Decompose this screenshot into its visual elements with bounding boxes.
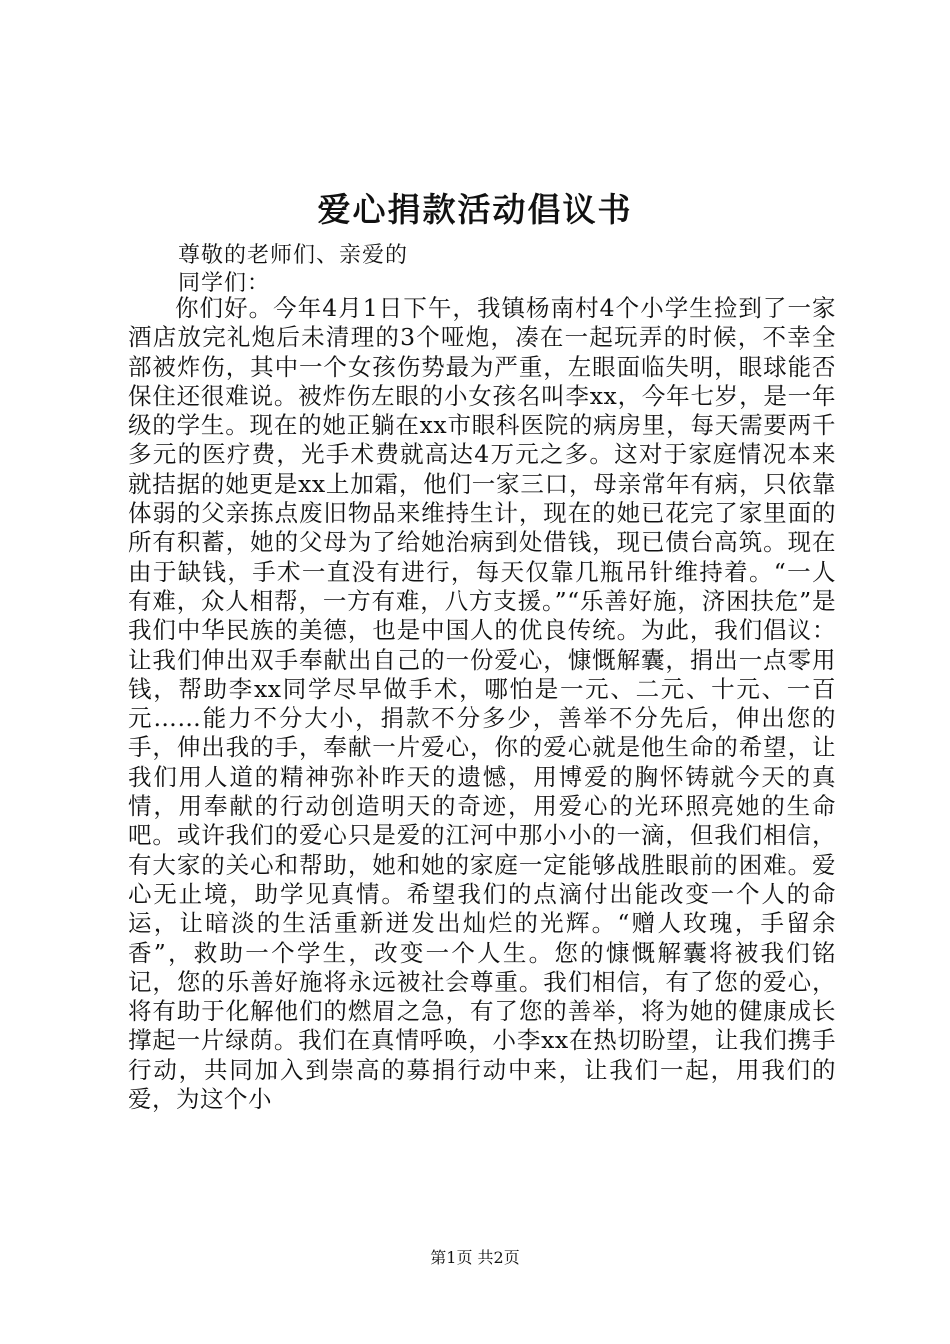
body-paragraph: 你们好。今年4月1日下午，我镇杨南村4个小学生捡到了一家酒店放完礼炮后未清理的3个哑炮，凑在一起玩弄的时候，不幸全部被炸伤，其中一个女孩伤势最为严重，左眼面临失明，眼球能否保住还很难说。被炸伤左眼的小女孩名叫李xx，今年七岁，是一年级的学生。现在的她正躺在xx市眼科医院的病房里，每天需要两千多元的医疗费，光手术费就高达4万元之多。这对于家庭情况本来就拮据的她更是xx上加霜，他们一家三口，母亲常年有病，只依靠体弱的父亲拣点废旧物品来维持生计，现在的她已花完了家里面的所有积蓄，她的父母为了给她治病到处借钱，现已债台高筑。现在由于缺钱，手术一直没有进行，每天仅靠几瓶吊针维持着。“一人有难，众人相帮，一方有难，八方支援。”“乐善好施，济困扶危”是我们中华民族的美德，也是中国人的优良传统。为此，我们倡议：让我们伸出双手奉献出自己的一份爱心，慷慨解囊，捐出一点零用钱，帮助李xx同学尽早做手术，哪怕是一元、二元、十元、一百元……能力不分大小，捐款不分多少，善举不分先后，伸出您的手，伸出我的手，奉献一片爱心，你的爱心就是他生命的希望，让我们用人道的精神弥补昨天的遗憾，用博爱的胸怀铸就今天的真情，用奉献的行动创造明天的奇迹，用爱心的光环照亮她的生命吧。或许我们的爱心只是爱的江河中那小小的一滴，但我们相信，有大家的关心和帮助，她和她的家庭一定能够战胜眼前的困难。爱心无止境，助学见真情。希望我们的点滴付出能改变一个人的命运，让暗淡的生活重新迸发出灿烂的光辉。“赠人玫瑰，手留余香”，救助一个学生，改变一个人生。您的慷慨解囊将被我们铭记，您的乐善好施将永远被社会尊重。我们相信，有了您的爱心，将有助于化解他们的燃眉之急，有了您的善举，将为她的健康成长撑起一片绿荫。我们在真情呼唤，小李xx在热切盼望，让我们携手行动，共同加入到崇高的募捐行动中来，让我们一起，用我们的爱，为这个小 [128, 294, 836, 1114]
document-title: 爱心捐款活动倡议书 [317, 190, 633, 229]
page-footer: 第1页 共2页 [430, 1248, 520, 1267]
salutation-line-1: 尊敬的老师们、亲爱的 [178, 243, 409, 268]
salutation-line-2: 同学们： [178, 271, 271, 296]
